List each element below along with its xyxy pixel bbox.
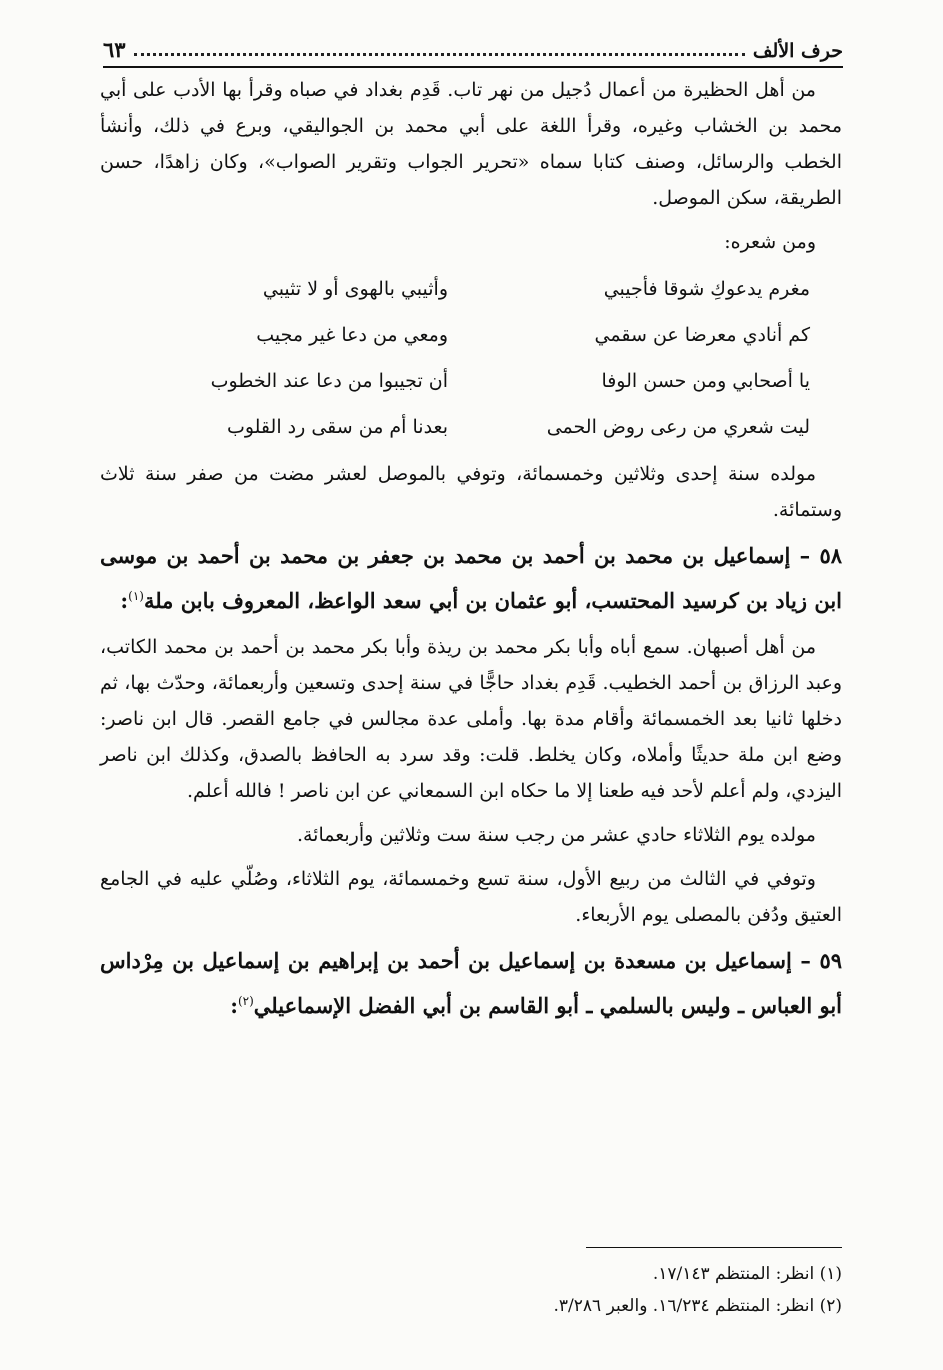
paragraph: مولده سنة إحدى وثلاثين وخمسمائة، وتوفي بالموصل لعشر مضت من صفر سنة ثلاث وستمائة.: [100, 463, 842, 521]
entry-heading-59: ٥٩ – إسماعيل بن مسعدة بن إسماعيل بن أحمد بن إبراهيم بن إسماعيل بن مِرْداس أبو العباس ـ وليس بالسلمي ـ أبو القاسم بن أبي الفضل الإسماعيلي$^{(٢)}$:: [100, 948, 842, 1018]
page-number: ٦٣: [103, 37, 126, 62]
main-text: [100, 72, 842, 1026]
footnote-ref: (٢): [237, 994, 254, 1008]
paragraph: وتوفي في الثالث من ربيع الأول، سنة تسع وخمسمائة، يوم الثلاثاء، وصُلّي عليه في الجامع العتيق ودُفن بالمصلى يوم الأربعاء.: [100, 868, 842, 926]
footnote-separator: [586, 1247, 842, 1248]
verse-second-hemistich: بعدنا أم من سقى رد القلوب: [226, 416, 448, 438]
verse-first-hemistich: كم أنادي معرضا عن سقمي: [594, 324, 810, 346]
verse: [100, 358, 842, 404]
chapter-title: حرف الألف: [752, 40, 843, 62]
verse: [100, 312, 842, 358]
verse-first-hemistich: ليت شعري من رعى روض الحمى: [546, 416, 810, 438]
footnote-ref: (١): [128, 589, 144, 603]
paragraph: مولده يوم الثلاثاء حادي عشر من رجب سنة ست وثلاثين وأربعمائة.: [296, 824, 816, 846]
verse: [100, 404, 842, 450]
entry-heading-text: ٥٨ – إسماعيل بن محمد بن أحمد بن محمد بن جعفر بن محمد بن أحمد بن موسى ابن زياد بن كرسيد المحتسب، أبو عثمان بن أبي سعد الواعظ، المعروف بابن ملة: [100, 543, 842, 613]
verse-first-hemistich: مغرم يدعوكِ شوقا فأجيبي: [603, 278, 810, 300]
verse-first-hemistich: يا أصحابي ومن حسن الوفا: [601, 370, 810, 392]
entry-heading-text: ٥٩ – إسماعيل بن مسعدة بن إسماعيل بن أحمد بن إبراهيم بن إسماعيل بن مِرْداس أبو العباس ـ وليس بالسلمي ـ أبو القاسم بن أبي الفضل الإسماعيلي: [100, 948, 842, 1018]
footnote: (٢) انظر: المنتظم ١٦/٢٣٤. والعبر ٣/٢٨٦.: [553, 1296, 842, 1316]
footnotes: [300, 1258, 842, 1322]
paragraph: من أهل أصبهان. سمع أباه وأبا بكر محمد بن ريذة وأبا بكر محمد بن أحمد بن محمد الكاتب، وعبد الرزاق بن أحمد الخطيب. قَدِم بغداد حاجًّا في سنة إحدى وتسعين وأربعمائة، وحدّث بها، ثم دخلها ثانيا بعد الخمسمائة وأقام مدة بها. وأملى عدة مجالس في جامع القصر. قال ابن ناصر: وضع ابن ملة حديثًا وأملاه، وكان يخلط. قلت: وقد سرد به الحافظ بالصدق، وكذلك ابن ناصر اليزدي، ولم أعلم لأحد فيه طعنا إلا ما حكاه ابن السمعاني عن ابن ناصر ! فالله أعلم.: [100, 636, 842, 802]
entry-heading-58: ٥٨ – إسماعيل بن محمد بن أحمد بن محمد بن جعفر بن محمد بن أحمد بن موسى ابن زياد بن كرسيد المحتسب، أبو عثمان بن أبي سعد الواعظ، المعروف بابن ملة$^{(١)}$:: [100, 543, 842, 613]
verse-second-hemistich: ومعي من دعا غير مجيب: [256, 324, 448, 346]
footnote: (١) انظر: المنتظم ١٧/١٤٣.: [652, 1264, 842, 1284]
verse-second-hemistich: وأثيبي بالهوى أو لا تثيبي: [262, 278, 448, 300]
verse-second-hemistich: أن تجيبوا من دعا عند الخطوب: [210, 370, 448, 392]
poem: [100, 266, 842, 450]
poetry-intro: ومن شعره:: [724, 231, 816, 253]
header-dot-leader: [134, 53, 745, 56]
paragraph: من أهل الحظيرة من أعمال دُجيل من نهر تاب. قَدِم بغداد في صباه وقرأ بها الأدب على أبي محمد بن الخشاب وغيره، وقرأ اللغة على أبي محمد بن الجواليقي، وبرع في ذلك، وأنشأ الخطب والرسائل، وصنف كتابا سماه «تحرير الجواب وتقرير الصواب»، وكان زاهدًا، حسن الطريقة، سكن الموصل.: [100, 79, 842, 209]
running-header: [103, 22, 843, 68]
verse: [100, 266, 842, 312]
